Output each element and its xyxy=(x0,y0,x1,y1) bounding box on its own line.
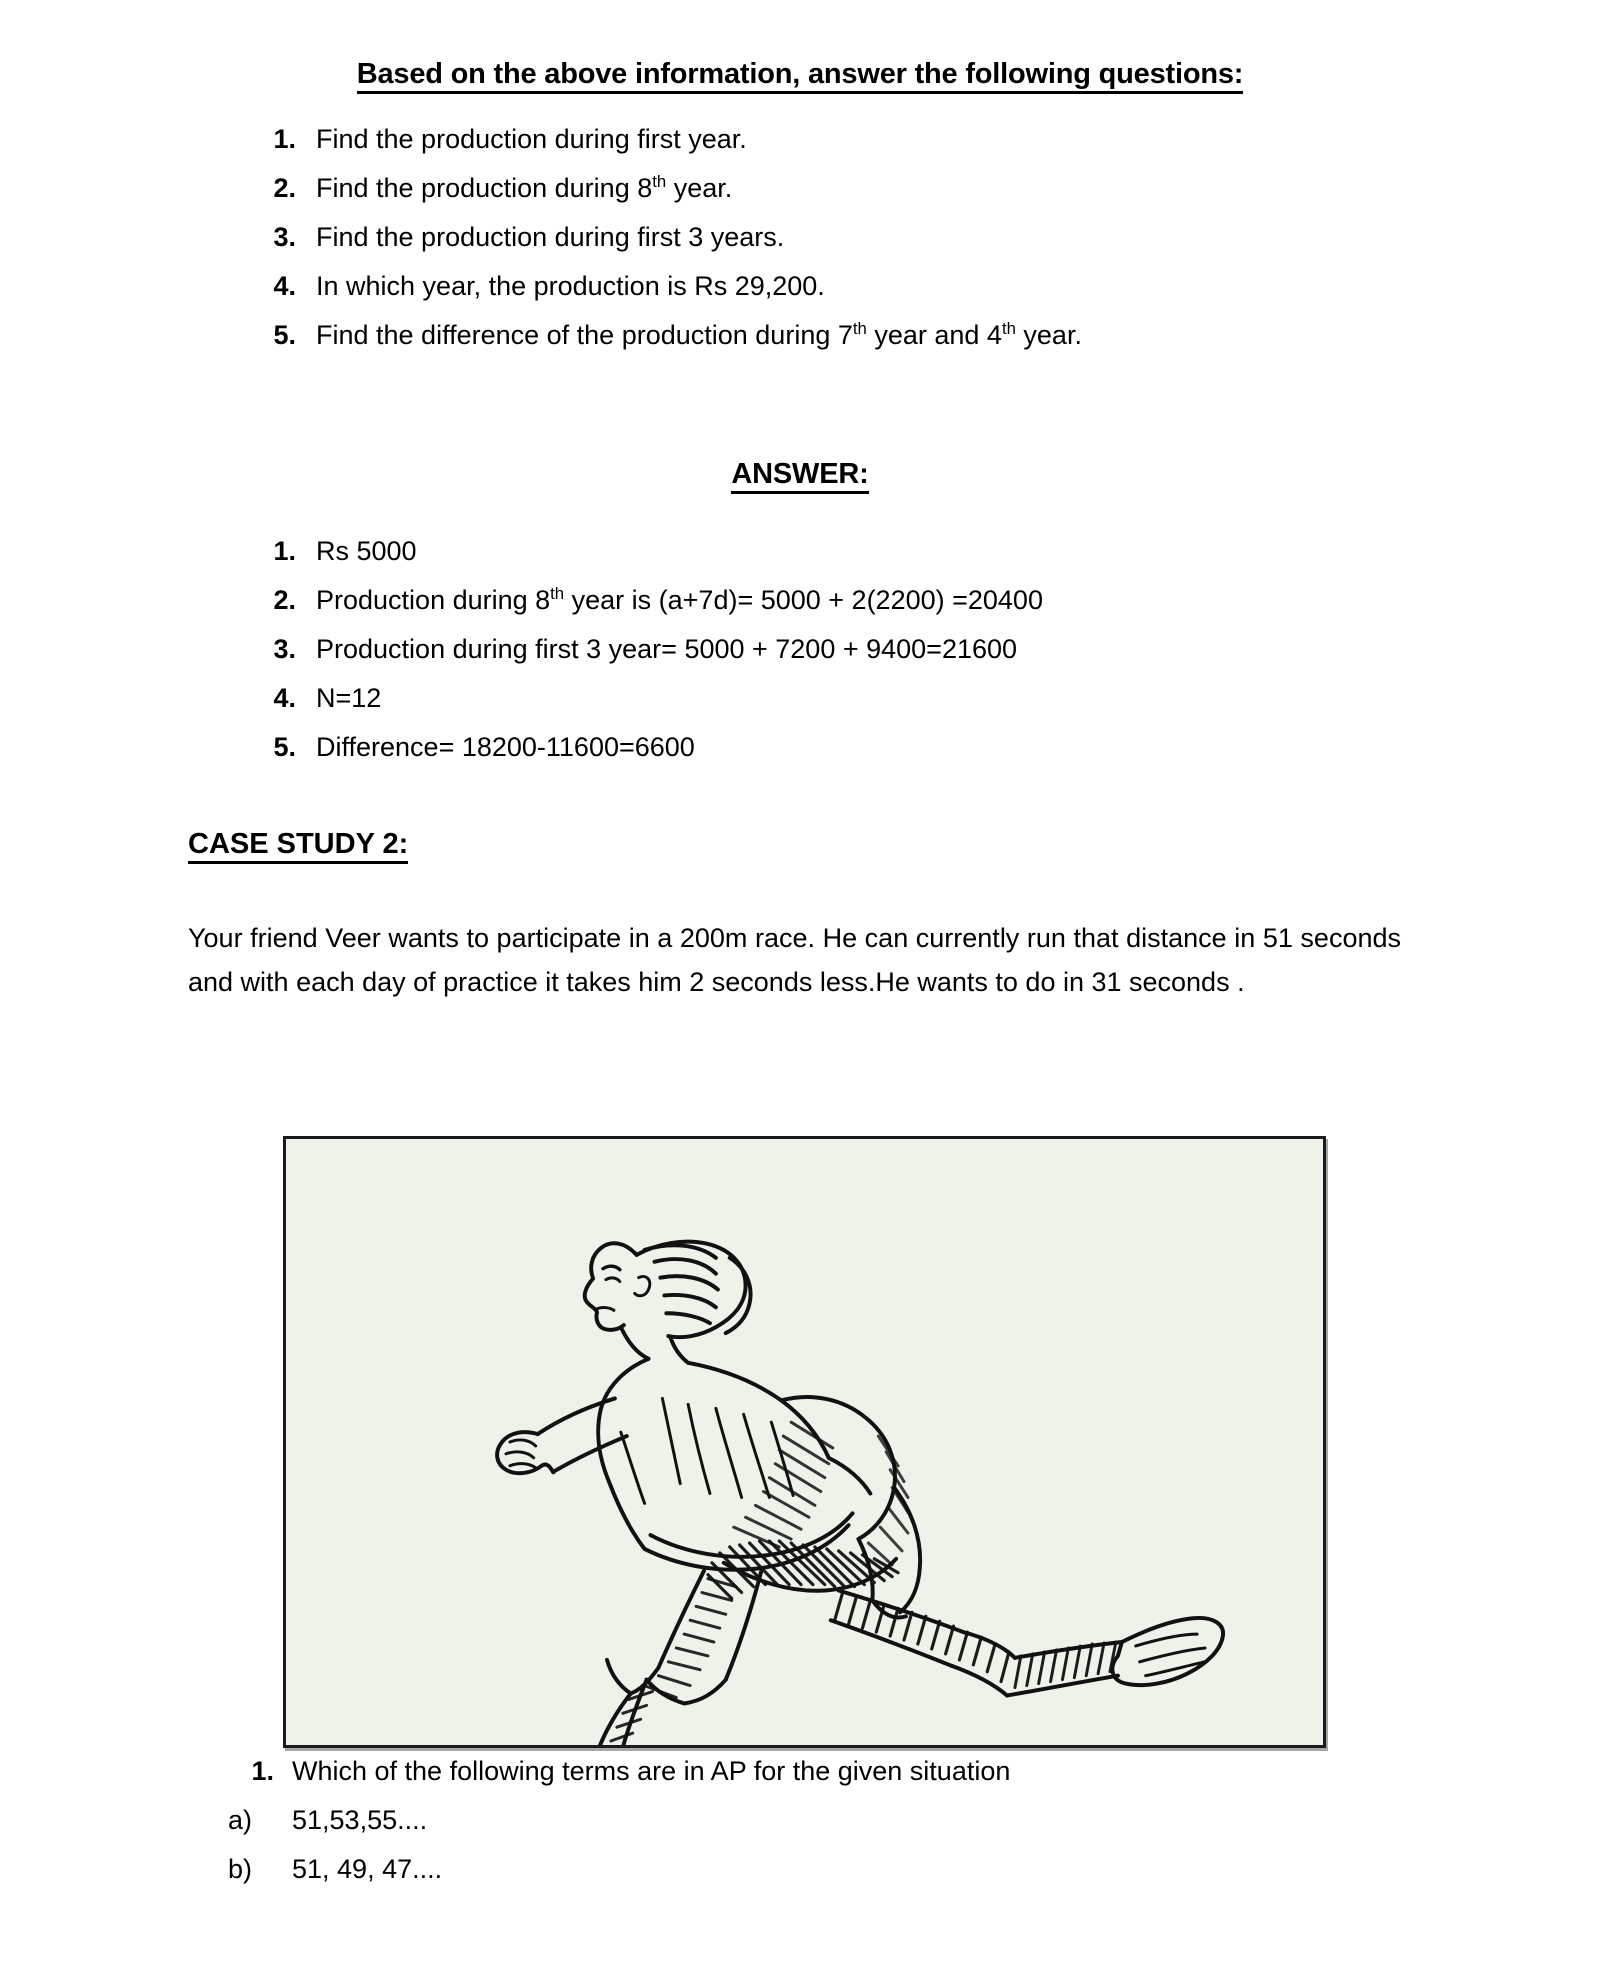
answer-item-3 xyxy=(250,636,1550,663)
question-item-2 xyxy=(250,172,1500,203)
back-thigh-shading xyxy=(835,1593,1009,1682)
question-text xyxy=(296,172,733,203)
final-question-item xyxy=(228,1758,1478,1785)
answer-item-5 xyxy=(250,734,1550,761)
answer-text-main: Rs 5000 xyxy=(316,536,417,566)
option-text-b: 51, 49, 47.... xyxy=(292,1854,443,1884)
final-question-marker: 1. xyxy=(251,1756,274,1786)
question-marker: 4. xyxy=(273,271,296,301)
question-text-main: In which year, the production is Rs 29,200. xyxy=(316,271,825,301)
instruction-heading xyxy=(0,58,1600,91)
running-man-figure xyxy=(283,1136,1326,1748)
answer-text xyxy=(296,734,695,761)
question-text xyxy=(296,126,747,153)
answer-text-main: N=12 xyxy=(316,683,382,713)
question-text xyxy=(296,273,825,300)
question-text-tail: year. xyxy=(1015,320,1082,350)
case-study-title xyxy=(188,828,408,861)
final-question-block xyxy=(228,1758,1478,1883)
question-marker: 5. xyxy=(273,320,296,350)
answer-text xyxy=(296,685,381,712)
option-marker-b: b) xyxy=(228,1854,253,1884)
answer-heading xyxy=(0,458,1600,491)
answer-marker: 4. xyxy=(273,683,296,713)
case-study-paragraph: Your friend Veer wants to participate in a 200m race. He can currently run that distance in 51 seconds and with each day of practice it takes him 2 seconds less.He wants to do in 31 seconds . xyxy=(188,923,1401,997)
answer-marker: 3. xyxy=(273,634,296,664)
question-text xyxy=(296,224,784,251)
answer-text-main: Difference= 18200-11600=6600 xyxy=(316,732,695,762)
answer-item-2 xyxy=(250,584,1550,615)
question-text-main: Find the production during first 3 years. xyxy=(316,222,785,252)
question-text-main: Find the difference of the production during 7 xyxy=(316,320,853,350)
question-text-main: Find the production during first year. xyxy=(316,124,747,154)
option-text-a: 51,53,55.... xyxy=(292,1805,428,1835)
ordinal-suffix: th xyxy=(852,319,867,338)
answer-text xyxy=(296,584,1043,615)
ordinal-suffix-2: th xyxy=(1001,319,1016,338)
question-item-5 xyxy=(250,319,1500,350)
case-study-title-text: CASE STUDY 2: xyxy=(188,828,408,864)
answer-item-1 xyxy=(250,538,1550,565)
answer-text-tail: year is (a+7d)= 5000 + 2(2200) =20400 xyxy=(564,585,1043,615)
answer-text xyxy=(296,538,417,565)
question-text xyxy=(296,319,1082,350)
question-text-mid: year and 4 xyxy=(866,320,1002,350)
final-question-text: Which of the following terms are in AP for the given situation xyxy=(292,1756,1011,1786)
question-item-4 xyxy=(250,273,1500,300)
answer-item-4 xyxy=(250,685,1550,712)
answer-text-main: Production during first 3 year= 5000 + 7200 + 9400=21600 xyxy=(316,634,1018,664)
answer-marker: 5. xyxy=(273,732,296,762)
answer-text xyxy=(296,636,1017,663)
question-marker: 1. xyxy=(273,124,296,154)
question-text-main: Find the production during 8 xyxy=(316,173,653,203)
question-marker: 3. xyxy=(273,222,296,252)
option-marker-a: a) xyxy=(228,1805,253,1835)
ordinal-suffix: th xyxy=(652,172,667,191)
question-marker: 2. xyxy=(273,173,296,203)
figure-container xyxy=(283,1136,1326,1748)
answer-list xyxy=(250,538,1550,761)
ordinal-suffix: th xyxy=(550,584,565,603)
instruction-heading-text: Based on the above information, answer the following questions: xyxy=(357,58,1244,94)
option-item-a[interactable] xyxy=(228,1807,1478,1834)
running-man-sketch-icon xyxy=(286,1139,1323,1745)
question-text-tail: year. xyxy=(666,173,733,203)
answer-marker: 1. xyxy=(273,536,296,566)
answer-text-main: Production during 8 xyxy=(316,585,551,615)
question-item-1 xyxy=(250,126,1500,153)
answer-heading-text: ANSWER: xyxy=(731,458,868,494)
question-item-3 xyxy=(250,224,1500,251)
option-item-b[interactable] xyxy=(228,1856,1478,1883)
question-list xyxy=(250,126,1500,349)
answer-marker: 2. xyxy=(273,585,296,615)
